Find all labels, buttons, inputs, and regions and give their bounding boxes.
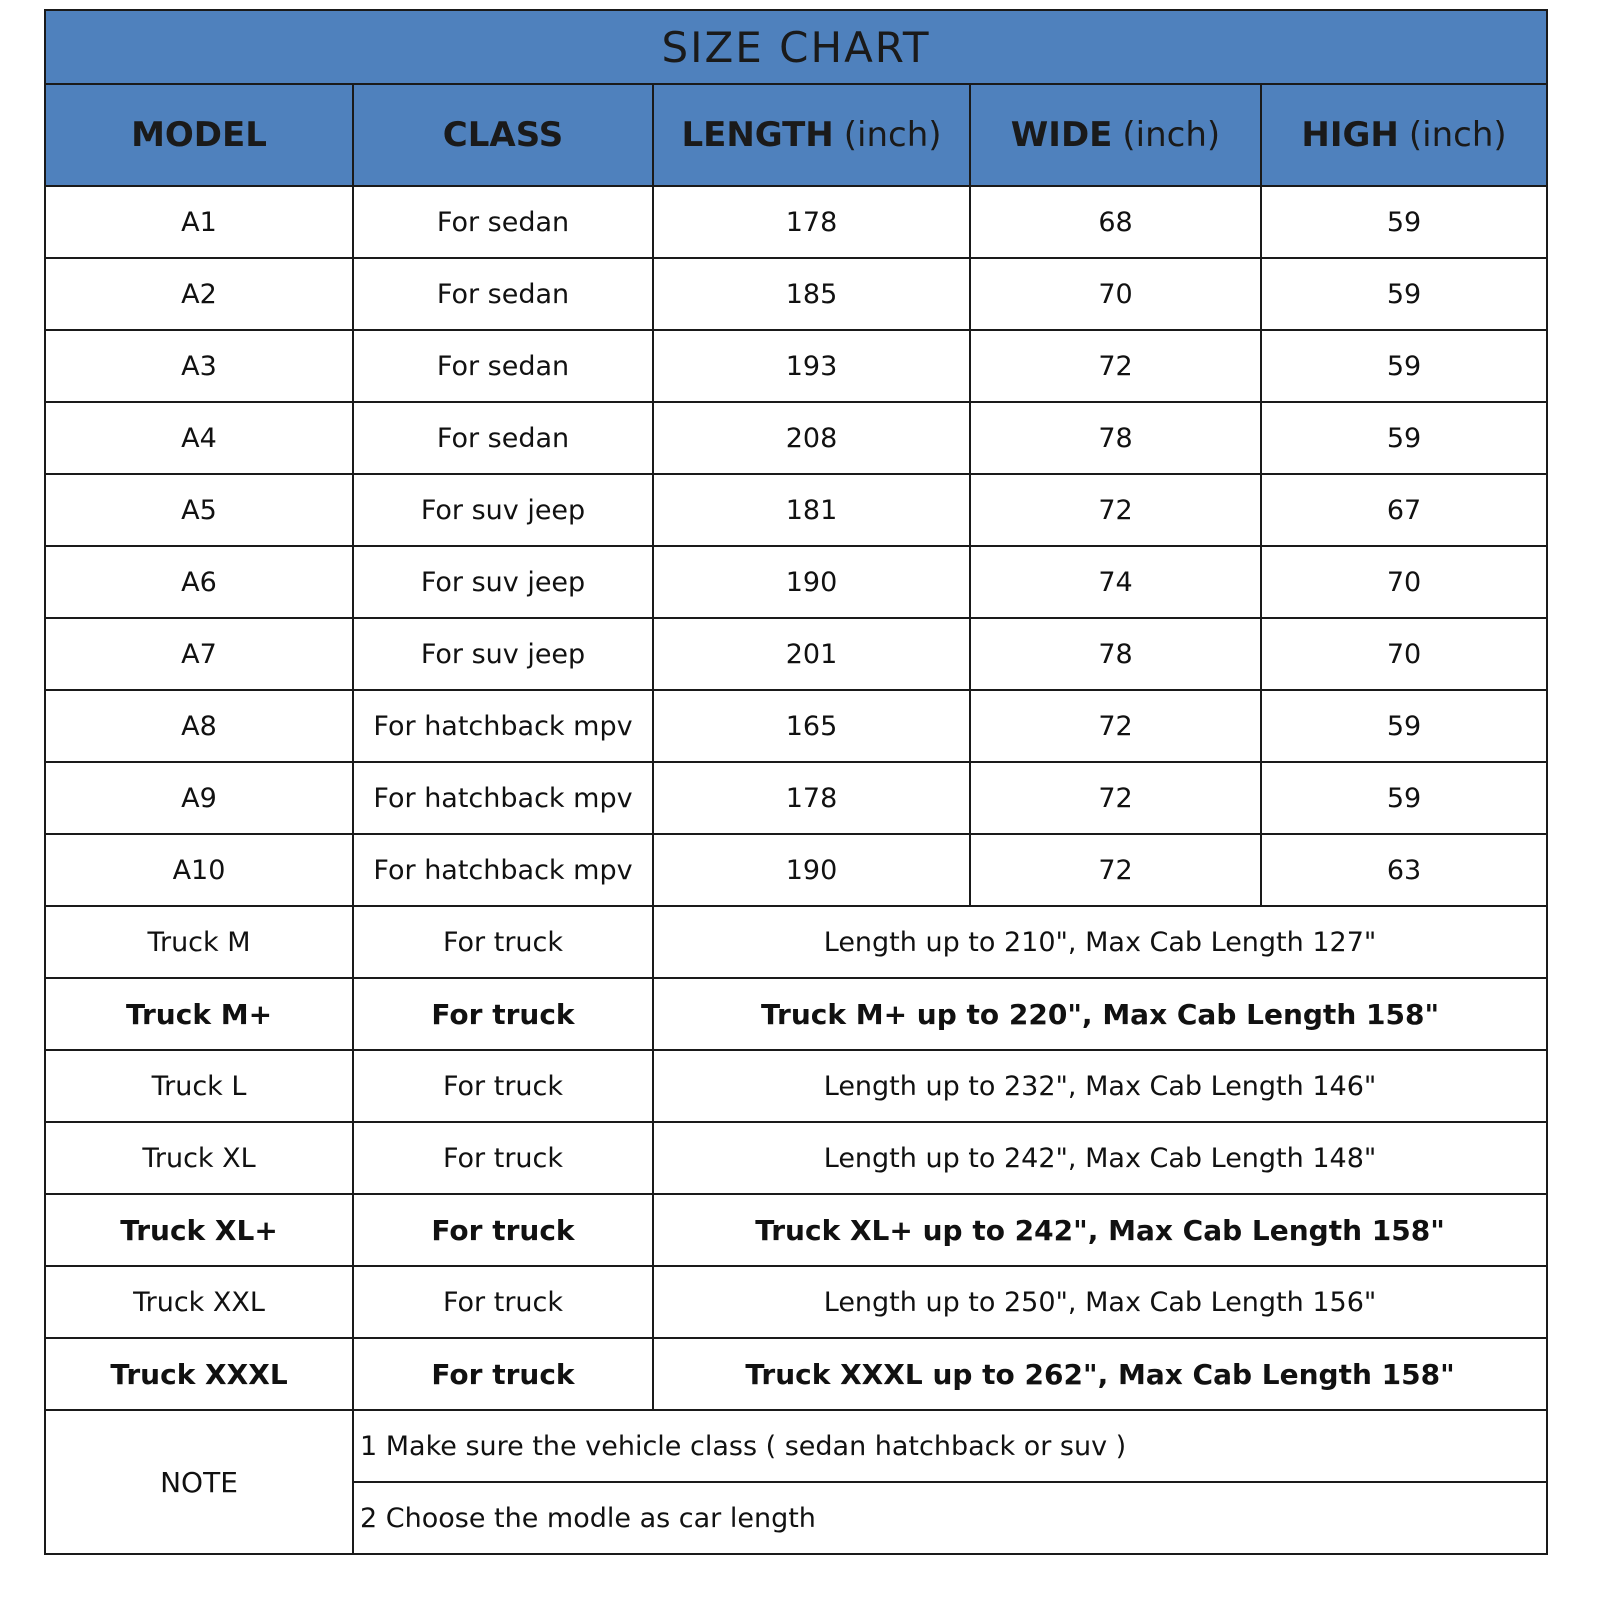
cell-model: Truck XXL [45,1266,353,1338]
cell-wide: 78 [970,402,1261,474]
cell-model: Truck M+ [45,978,353,1050]
table-row [45,618,1547,690]
cell-length: 165 [653,690,970,762]
cell-wide: 72 [970,474,1261,546]
cell-class: For truck [353,978,653,1050]
cell-model: A7 [45,618,353,690]
cell-model: A1 [45,186,353,258]
cell-truck-spec: Truck XL+ up to 242", Max Cab Length 158" [653,1194,1547,1266]
note-line-1: 1 Make sure the vehicle class ( sedan hatchback or suv ) [353,1410,1547,1482]
truck-row [45,1194,1547,1266]
size-chart-table [44,9,1548,1555]
column-label: WIDE [1010,115,1113,155]
column-unit: (inch) [1408,115,1507,155]
cell-wide: 78 [970,618,1261,690]
cell-high: 67 [1261,474,1547,546]
cell-model: A6 [45,546,353,618]
cell-truck-spec: Length up to 242", Max Cab Length 148" [653,1122,1547,1194]
column-header-model [45,84,353,186]
truck-row [45,1266,1547,1338]
truck-row [45,1050,1547,1122]
cell-class: For truck [353,1194,653,1266]
truck-row [45,1122,1547,1194]
cell-class: For truck [353,1122,653,1194]
column-label: MODEL [131,115,267,155]
cell-model: Truck XL [45,1122,353,1194]
cell-class: For suv jeep [353,474,653,546]
cell-class: For sedan [353,186,653,258]
cell-truck-spec: Truck M+ up to 220", Max Cab Length 158" [653,978,1547,1050]
table-row [45,762,1547,834]
note-row [45,1410,1547,1482]
cell-length: 181 [653,474,970,546]
cell-high: 59 [1261,330,1547,402]
cell-model: A2 [45,258,353,330]
table-row [45,474,1547,546]
table-body [45,186,1547,1554]
cell-length: 178 [653,186,970,258]
chart-title: SIZE CHART [45,10,1547,84]
table-row [45,258,1547,330]
cell-class: For hatchback mpv [353,690,653,762]
truck-row [45,1338,1547,1410]
cell-model: Truck XL+ [45,1194,353,1266]
cell-high: 59 [1261,690,1547,762]
cell-class: For sedan [353,330,653,402]
cell-wide: 74 [970,546,1261,618]
column-header-wide [970,84,1261,186]
note-line-2: 2 Choose the modle as car length [353,1482,1547,1554]
cell-high: 59 [1261,402,1547,474]
table-row [45,330,1547,402]
title-row [45,10,1547,84]
header-row [45,84,1547,186]
column-unit: (inch) [1122,115,1221,155]
cell-wide: 72 [970,330,1261,402]
cell-wide: 72 [970,834,1261,906]
cell-class: For sedan [353,258,653,330]
truck-row [45,906,1547,978]
cell-wide: 72 [970,690,1261,762]
cell-high: 70 [1261,618,1547,690]
truck-row [45,978,1547,1050]
column-label: HIGH [1301,115,1399,155]
cell-length: 178 [653,762,970,834]
cell-high: 59 [1261,186,1547,258]
cell-model: A5 [45,474,353,546]
column-header-length [653,84,970,186]
cell-class: For truck [353,1050,653,1122]
cell-model: Truck L [45,1050,353,1122]
cell-model: A10 [45,834,353,906]
cell-length: 190 [653,834,970,906]
table-row [45,834,1547,906]
cell-model: A8 [45,690,353,762]
cell-wide: 70 [970,258,1261,330]
cell-class: For hatchback mpv [353,762,653,834]
table-row [45,186,1547,258]
cell-length: 208 [653,402,970,474]
cell-length: 201 [653,618,970,690]
cell-class: For hatchback mpv [353,834,653,906]
cell-class: For truck [353,1338,653,1410]
cell-model: A4 [45,402,353,474]
column-header-high [1261,84,1547,186]
cell-truck-spec: Length up to 250", Max Cab Length 156" [653,1266,1547,1338]
cell-class: For truck [353,1266,653,1338]
cell-truck-spec: Length up to 210", Max Cab Length 127" [653,906,1547,978]
cell-class: For sedan [353,402,653,474]
cell-wide: 72 [970,762,1261,834]
cell-length: 185 [653,258,970,330]
column-header-class [353,84,653,186]
cell-model: Truck XXXL [45,1338,353,1410]
table-row [45,402,1547,474]
table-row [45,690,1547,762]
column-unit: (inch) [843,115,942,155]
column-label: LENGTH [681,115,834,155]
cell-truck-spec: Length up to 232", Max Cab Length 146" [653,1050,1547,1122]
cell-model: Truck M [45,906,353,978]
cell-class: For suv jeep [353,546,653,618]
column-label: CLASS [442,115,564,155]
table-row [45,546,1547,618]
cell-model: A3 [45,330,353,402]
cell-truck-spec: Truck XXXL up to 262", Max Cab Length 158" [653,1338,1547,1410]
cell-high: 63 [1261,834,1547,906]
cell-class: For truck [353,906,653,978]
cell-length: 193 [653,330,970,402]
cell-class: For suv jeep [353,618,653,690]
cell-high: 70 [1261,546,1547,618]
cell-high: 59 [1261,762,1547,834]
cell-length: 190 [653,546,970,618]
note-label: NOTE [45,1410,353,1554]
cell-high: 59 [1261,258,1547,330]
cell-wide: 68 [970,186,1261,258]
cell-model: A9 [45,762,353,834]
